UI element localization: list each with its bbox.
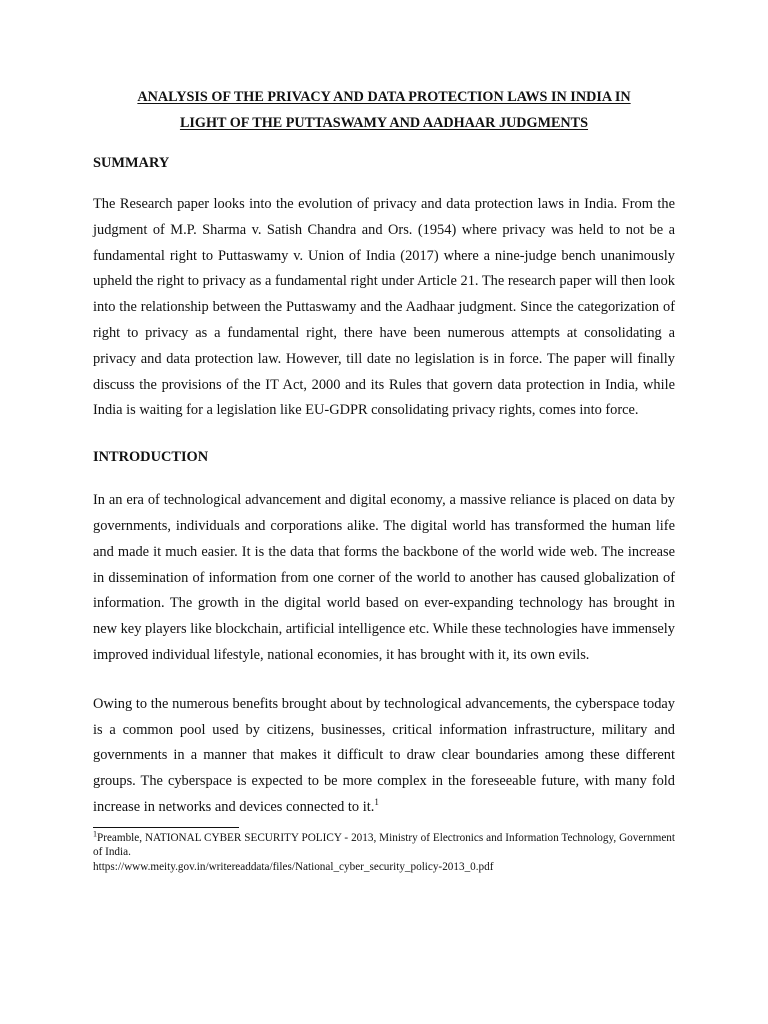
title-line-1: ANALYSIS OF THE PRIVACY AND DATA PROTECTION LAWS IN INDIA IN	[137, 89, 631, 105]
introduction-paragraph-1: In an era of technological advancement and digital economy, a massive reliance is placed on data by governments, individuals and corporations alike. The digital world has transformed the human life and made it much easier. It is the data that forms the backbone of the world wide web. The increase in dissemination of information from one corner of the world to another has caused globalization of information. The growth in the digital world based on ever-expanding technology has brought in new key players like blockchain, artificial intelligence etc. While these technologies have immensely improved individual lifestyle, national economies, it has brought with it, its own evils.	[93, 492, 675, 663]
document-title	[93, 84, 675, 136]
footnote-text: Preamble, NATIONAL CYBER SECURITY POLICY - 2013, Ministry of Electronics and Information Technology, Government of India.	[93, 831, 675, 859]
introduction-heading: INTRODUCTION	[93, 449, 209, 466]
footnote-reference[interactable]: 1	[374, 797, 379, 808]
document-page	[93, 84, 675, 874]
summary-heading: SUMMARY	[93, 155, 170, 171]
footnote-url[interactable]: https://www.meity.gov.in/writereaddata/files/National_cyber_security_policy-2013_0.pdf	[93, 860, 494, 873]
footnote-mark: 1	[93, 829, 97, 838]
title-line-2: LIGHT OF THE PUTTASWAMY AND AADHAAR JUDGMENTS	[179, 115, 589, 131]
introduction-paragraph-2-text: Owing to the numerous benefits brought about by technological advancements, the cyberspace today is a common pool used by citizens, businesses, critical information infrastructure, military and governments in a manner that makes it difficult to draw clear boundaries among these different groups. The cyberspace is expected to be more complex in the foreseeable future, with many fold increase in networks and devices connected to it.	[93, 695, 675, 815]
footnote-divider	[93, 827, 239, 828]
footnote-1	[93, 831, 675, 860]
introduction-paragraph-2	[93, 692, 675, 821]
summary-paragraph: The Research paper looks into the evolution of privacy and data protection laws in India. From the judgment of M.P. Sharma v. Satish Chandra and Ors. (1954) where privacy was held to not be a fundamental right to Puttaswamy v. Union of India (2017) where a nine-judge bench unanimously upheld the right to privacy as a fundamental right under Article 21. The research paper will then look into the relationship between the Puttaswamy and the Aadhaar judgment. Since the categorization of right to privacy as a fundamental right, there have been numerous attempts at consolidating a privacy and data protection law. However, till date no legislation is in force. The paper will finally discuss the provisions of the IT Act, 2000 and its Rules that govern data protection in India, while India is waiting for a legislation like EU-GDPR consolidating privacy rights, comes into force.	[93, 196, 675, 419]
